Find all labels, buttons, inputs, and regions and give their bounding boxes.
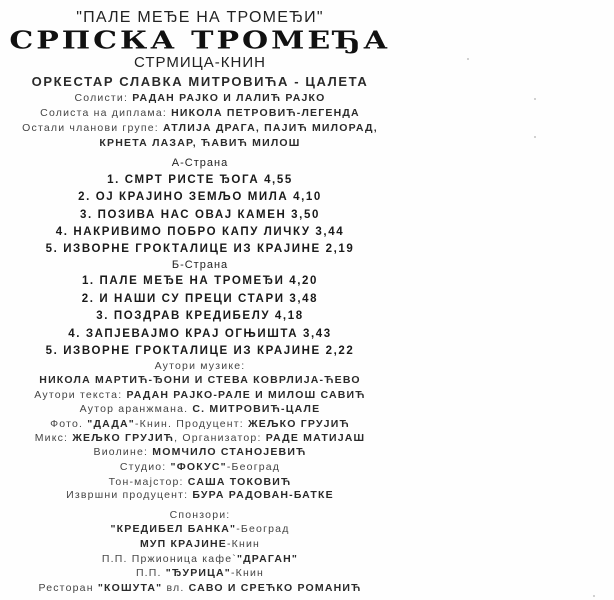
side-b-track-2: 2. И НАШИ СУ ПРЕЦИ СТАРИ 3,48	[81, 293, 319, 305]
sponsor-1-place: -Београд	[236, 523, 290, 535]
other-members-label: Остали чланови групе:	[22, 122, 159, 134]
lyrics-label: Аутори текста:	[34, 389, 123, 401]
violin-value: МОМЧИЛО СТАНОЈЕВИЋ	[152, 446, 307, 458]
sponsor-3-prefix: П.П. Пржионица кафе`	[101, 553, 237, 565]
orchestra-name: ОРКЕСТАР СЛАВКА МИТРОВИЋА - ЦАЛЕТА	[31, 74, 369, 89]
soloists-value: РАДАН РАЈКО И ЛАЛИЋ РАЈКО	[132, 92, 326, 104]
sound-engineer-line	[0, 477, 400, 488]
side-a-label: А-Страна	[171, 157, 229, 169]
photo-producer-line	[0, 419, 400, 430]
sponsor-4-place: -Книн	[230, 567, 265, 579]
side-a-track-1: 1. СМРТ РИСТЕ ЂОГА 4,55	[107, 174, 293, 186]
mix-value: ЖЕЉКО ГРУЈИЋ	[72, 432, 175, 444]
band-main-title: СРПСКА ТРОМЕЂА	[9, 26, 391, 55]
studio-label: Студио:	[119, 461, 167, 473]
diple-soloist-line	[0, 108, 400, 119]
music-authors-label: Аутори музике:	[154, 360, 246, 372]
soloists-label: Солисти:	[74, 92, 129, 104]
sponsor-5-mid: вл.	[162, 582, 189, 594]
band-location-subtitle: СТРМИЦА-КНИН	[134, 54, 266, 71]
exec-producer-value: БУРА РАДОВАН-БАТКЕ	[192, 489, 334, 501]
side-b-track-4: 4. ЗАПЈЕВАЈМО КРАЈ ОГЊИШТА 3,43	[68, 328, 332, 340]
sound-engineer-label: Тон-мајстор:	[108, 476, 184, 488]
side-a-track-3: 3. ПОЗИВА НАС ОВАЈ КАМЕН 3,50	[80, 209, 320, 221]
sponsor-4-prefix: П.П.	[135, 567, 166, 579]
sponsor-item-1	[0, 524, 400, 535]
studio-suffix: -Београд	[226, 461, 281, 473]
other-members-value-2: КРНЕТА ЛАЗАР, ЋАВИЋ МИЛОШ	[99, 137, 301, 149]
sponsor-item-3	[0, 554, 400, 565]
arrangement-label: Аутор аранжмана.	[79, 403, 189, 415]
mix-organizer-line	[0, 433, 400, 444]
producer-value: ЖЕЉКО ГРУЈИЋ	[248, 418, 350, 430]
mix-label: Микс:	[34, 432, 69, 444]
sponsor-4-name: "ЂУРИЦА"	[165, 567, 231, 579]
arrangement-line	[0, 404, 400, 415]
sponsors-label: Спонзори:	[169, 509, 231, 521]
sponsor-1-name: "КРЕДИБЕЛ БАНКА"	[110, 523, 237, 535]
other-members-value-1: АТЛИЈА ДРАГА, ПАЈИЋ МИЛОРАД,	[163, 122, 378, 134]
sponsor-item-5	[0, 583, 400, 594]
studio-value: "ФОКУС"	[170, 461, 227, 473]
side-b-track-1: 1. ПАЛЕ МЕЂЕ НА ТРОМЕЂИ 4,20	[81, 275, 319, 287]
sponsor-2-place: -Книн	[226, 538, 261, 550]
sponsor-item-2	[0, 539, 400, 550]
arrangement-value: С. МИТРОВИЋ-ЦАЛЕ	[192, 403, 321, 415]
soloists-line	[0, 93, 400, 104]
sponsor-2-name: МУП КРАЈИНЕ	[139, 538, 227, 550]
music-authors-value	[0, 375, 400, 386]
side-b-track-5: 5. ИЗВОРНЕ ГРОКТАЛИЦЕ ИЗ КРАЈИНЕ 2,22	[45, 345, 355, 357]
diple-value: НИКОЛА ПЕТРОВИЋ-ЛЕГЕНДА	[171, 107, 360, 119]
violin-label: Виолине:	[93, 446, 149, 458]
studio-line	[0, 462, 400, 473]
side-b-label: Б-Страна	[171, 259, 229, 271]
scan-speck	[534, 98, 536, 100]
sponsor-5-owners: САВО И СРЕЋКО РОМАНИЋ	[188, 582, 362, 594]
sound-engineer-value: САША ТОКОВИЋ	[187, 476, 292, 488]
side-a-track-2: 2. ОЈ КРАЈИНО ЗЕМЉО МИЛА 4,10	[78, 191, 322, 203]
side-a-track-5: 5. ИЗВОРНЕ ГРОКТАЛИЦЕ ИЗ КРАЈИНЕ 2,19	[45, 243, 355, 255]
scan-speck	[467, 58, 469, 60]
organizer-value: РАДЕ МАТИЈАШ	[265, 432, 366, 444]
sponsor-3-name: "ДРАГАН"	[236, 553, 299, 565]
music-authors-names: НИКОЛА МАРТИЋ-ЂОНИ И СТЕВА КОВРЛИЈА-ЋЕВО	[39, 374, 361, 386]
sponsor-5-prefix: Ресторан	[38, 582, 98, 594]
sponsor-item-4	[0, 568, 400, 579]
photo-value: "ДАДА"	[87, 418, 135, 430]
side-b-track-3: 3. ПОЗДРАВ КРЕДИБЕЛУ 4,18	[96, 310, 304, 322]
organizer-label: , Организатор:	[174, 432, 262, 444]
exec-producer-line	[0, 490, 400, 501]
photo-label: Фото.	[50, 418, 84, 430]
sponsor-5-name: "КОШУТА"	[97, 582, 163, 594]
scan-speck	[534, 136, 536, 138]
lyrics-value: РАДАН РАЈКО-РАЛЕ И МИЛОШ САВИЋ	[126, 389, 366, 401]
exec-producer-label: Извршни продуцент:	[66, 489, 189, 501]
photo-suffix: -Книн. Продуцент:	[134, 418, 244, 430]
diple-label: Солиста на диплама:	[40, 107, 168, 119]
lyrics-authors-line	[0, 390, 400, 401]
other-members-line-2	[0, 138, 400, 149]
scan-speck	[593, 595, 595, 597]
album-quote-title: "ПАЛЕ МЕЂЕ НА ТРОМЕЂИ"	[76, 9, 324, 26]
other-members-line	[0, 123, 400, 134]
violin-line	[0, 447, 400, 458]
side-a-track-4: 4. НАКРИВИМО ПОБРО КАПУ ЛИЧКУ 3,44	[55, 226, 345, 238]
